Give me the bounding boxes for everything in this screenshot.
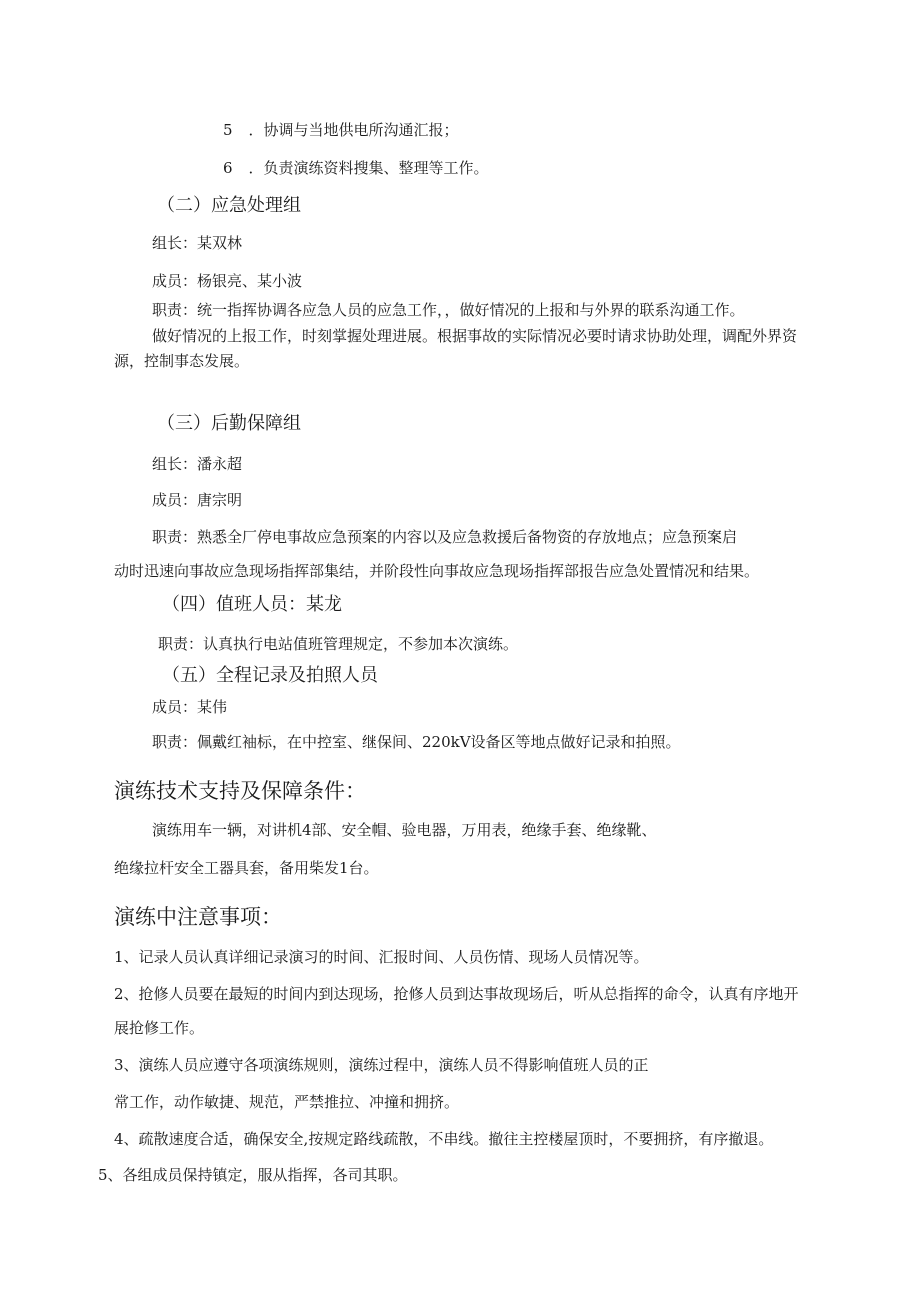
item-text: ．协调与当地供电所沟通汇报； — [248, 121, 459, 139]
group3-leader: 组长：潘永超 — [152, 455, 243, 473]
note-item-1: 1、记录人员认真详细记录演习的时间、汇报时间、人员伤情、现场人员情况等。 — [114, 948, 649, 966]
group2-duty-line1: 职责：统一指挥协调各应急人员的应急工作，，做好情况的上报和与外界的联系沟通工作。 — [152, 301, 745, 319]
group3-duty-line1: 职责：熟悉全厂停电事故应急预案的内容以及应急救援后备物资的存放地点；应急预案启 — [152, 528, 738, 546]
support-line1: 演练用车一辆，对讲机4部、安全帽、验电器，万用表，绝缘手套、绝缘靴、 — [152, 821, 657, 839]
note-item-3-line2: 常工作，动作敏捷、规范，严禁推拉、冲撞和拥挤。 — [114, 1093, 460, 1111]
note-item-2-line1: 2、抢修人员要在最短的时间内到达现场，抢修人员到达事故现场后，听从总指挥的命令，认真有序地开 — [114, 985, 799, 1003]
support-line2: 绝缘拉杆安全工器具套，备用柴发1台。 — [114, 859, 379, 877]
notes-heading: 演练中注意事项： — [114, 905, 282, 929]
item-number: 5 — [223, 121, 233, 139]
item-number: 6 — [223, 159, 233, 177]
group2-leader: 组长：某双林 — [152, 234, 243, 252]
group2-duty-line3: 源，控制事态发展。 — [114, 352, 250, 370]
group2-title: （二）应急处理组 — [157, 195, 301, 216]
note-item-4: 4、疏散速度合适，确保安全,按规定路线疏散，不串线。撤往主控楼屋顶时，不要拥挤，有序撤退。 — [114, 1130, 774, 1148]
note-item-2-line2: 展抢修工作。 — [114, 1019, 205, 1037]
group3-title: （三）后勤保障组 — [157, 413, 301, 434]
note-item-3-line1: 3、演练人员应遵守各项演练规则，演练过程中，演练人员不得影响值班人员的正 — [114, 1056, 649, 1074]
group4-duty: 职责：认真执行电站值班管理规定，不参加本次演练。 — [158, 635, 519, 653]
item-text: ．负责演练资料搜集、整理等工作。 — [248, 159, 489, 177]
group3-members: 成员：唐宗明 — [152, 491, 243, 509]
group3-duty-line2: 动时迅速向事故应急现场指挥部集结，并阶段性向事故应急现场指挥部报告应急处置情况和结果。 — [114, 562, 760, 580]
group4-title: （四）值班人员：某龙 — [162, 594, 342, 615]
duty-item-5 — [223, 120, 459, 140]
note-item-5: 5、各组成员保持镇定，服从指挥，各司其职。 — [98, 1166, 408, 1184]
support-heading: 演练技术支持及保障条件： — [114, 779, 366, 803]
group2-duty-line2: 做好情况的上报工作，时刻掌握处理进展。根据事故的实际情况必要时请求协助处理，调配外界资 — [152, 327, 798, 345]
group5-members: 成员：某伟 — [152, 698, 228, 716]
group5-duty: 职责：佩戴红袖标，在中控室、继保间、220kV设备区等地点做好记录和拍照。 — [152, 733, 681, 751]
group2-members: 成员：杨银亮、某小波 — [152, 272, 303, 290]
group5-title: （五）全程记录及拍照人员 — [162, 665, 378, 686]
duty-item-6 — [223, 158, 489, 178]
